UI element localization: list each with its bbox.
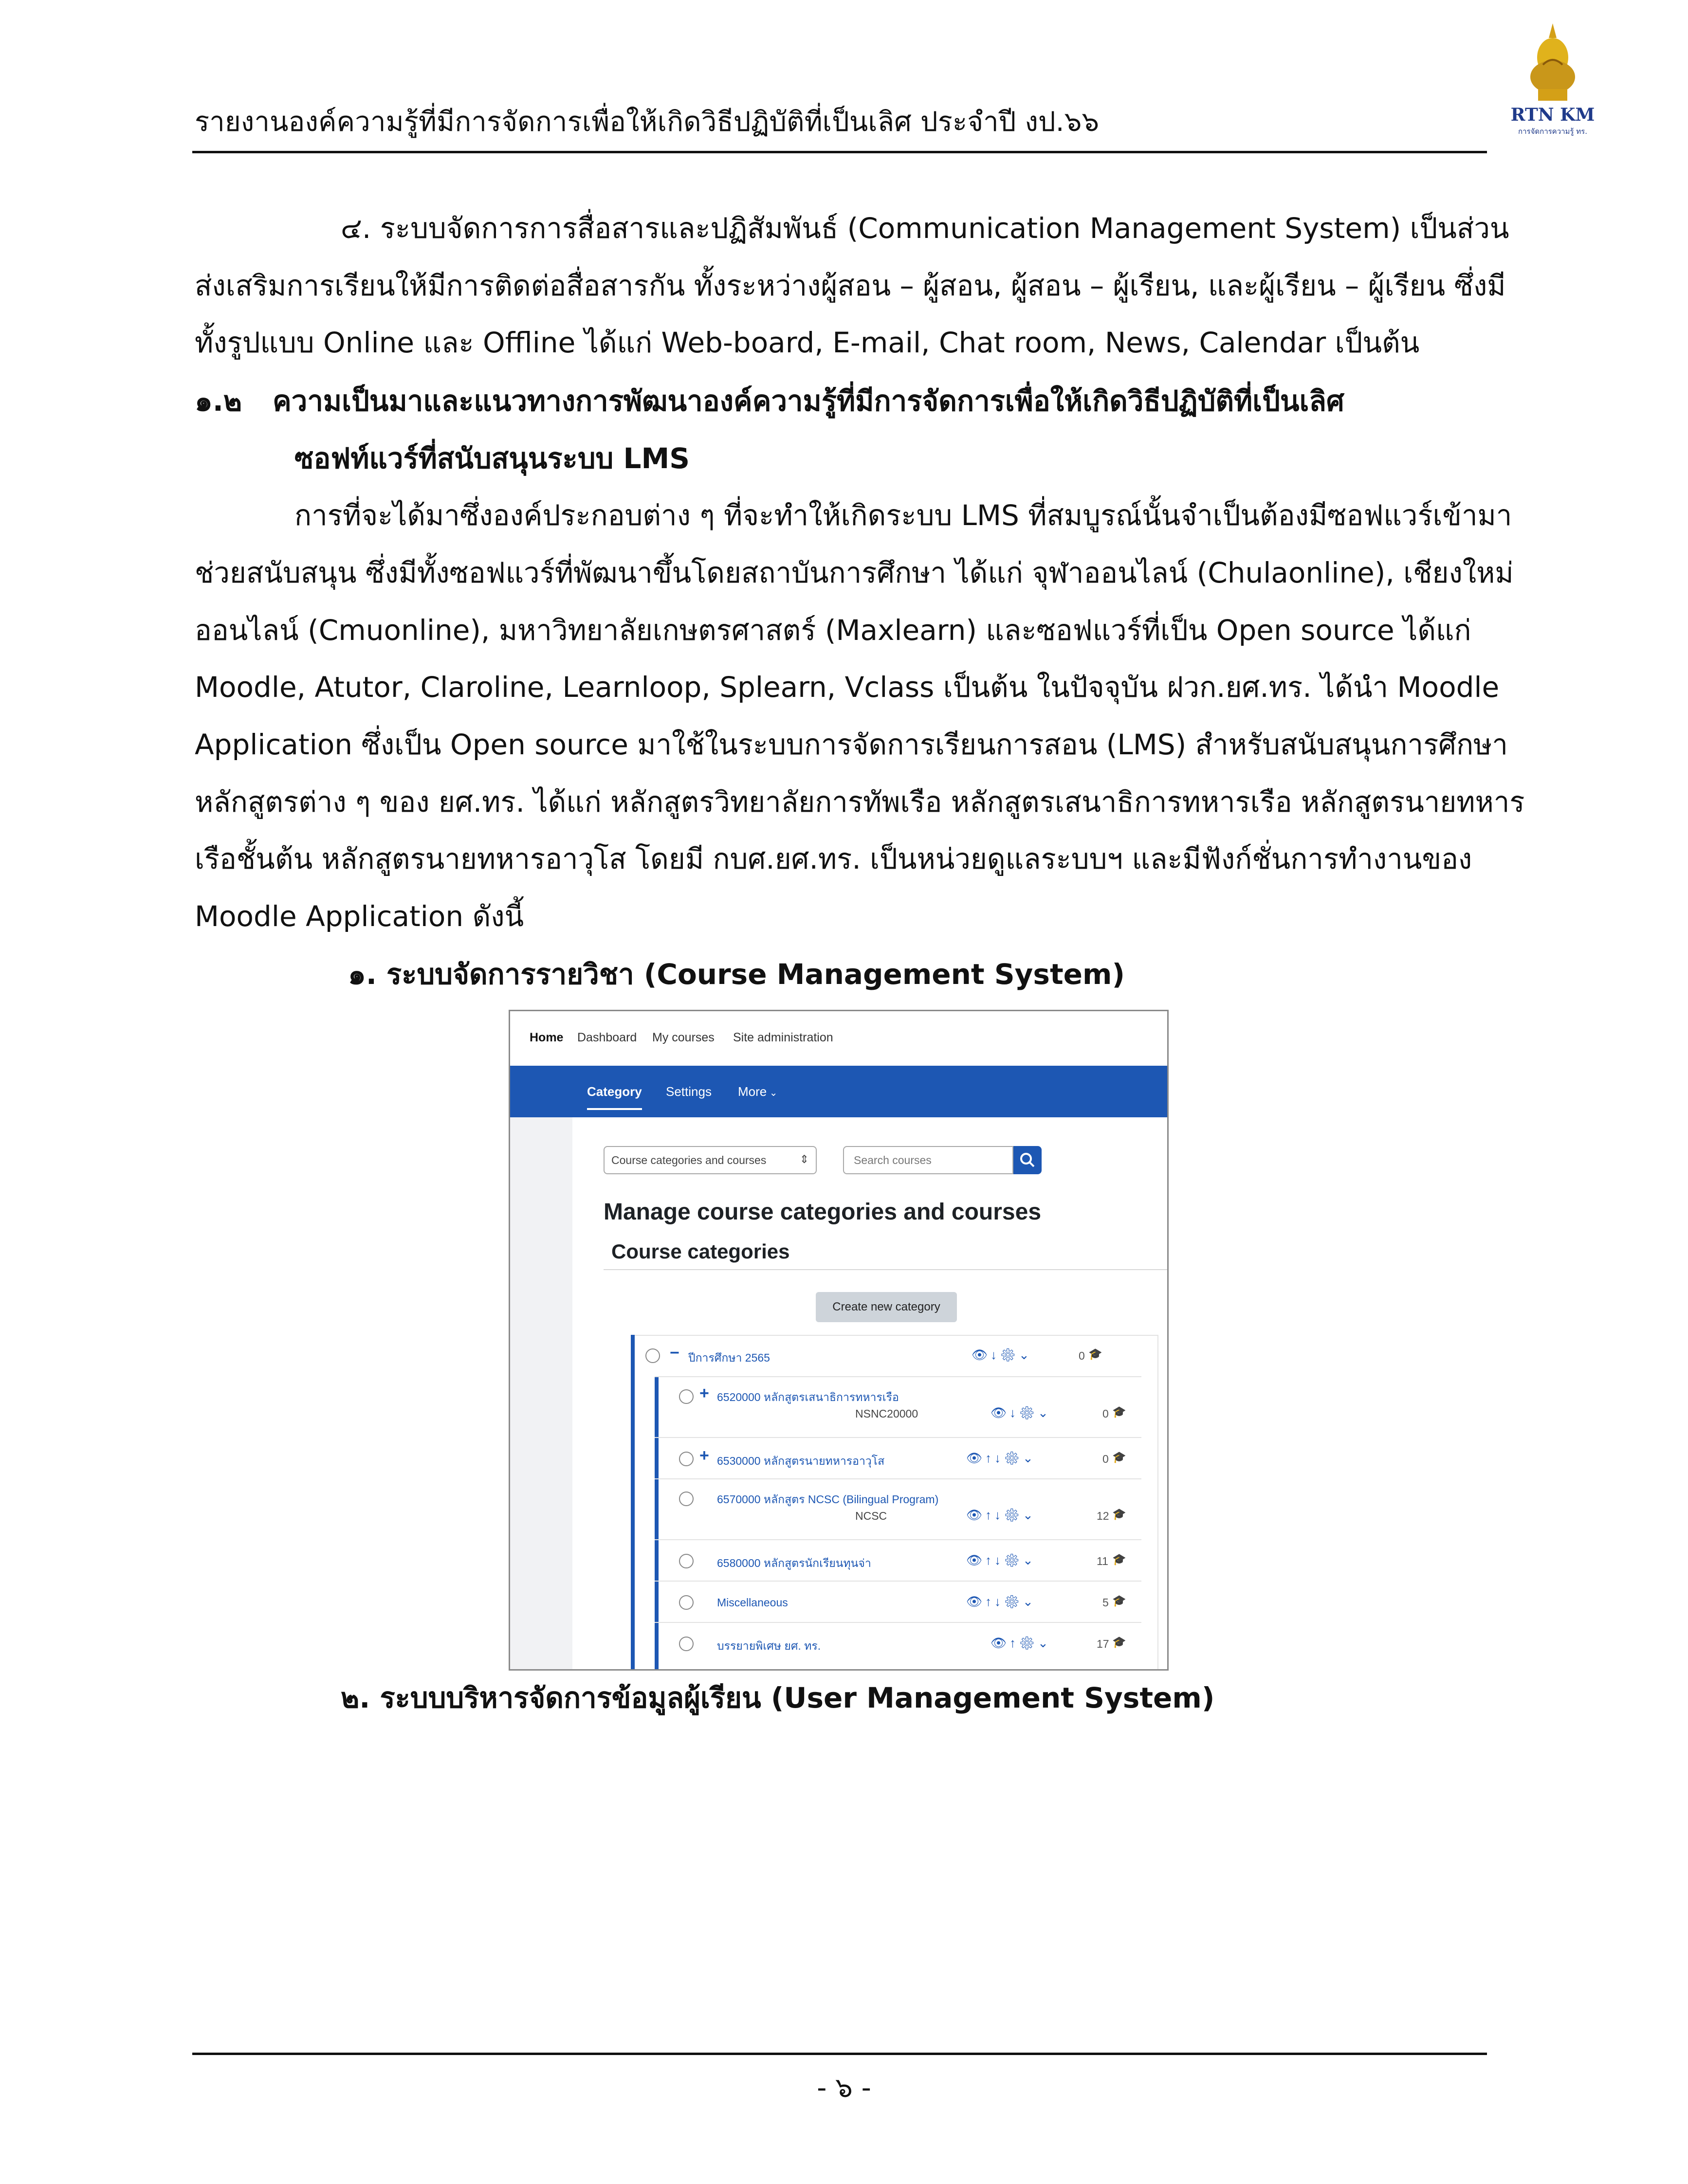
para2-line6: หลักสูตรต่าง ๆ ของ ยศ.ทร. ได้แก่ หลักสูตรวิทยาลัยการทัพเรือ หลักสูตรเสนาธิการทหารเรือ หลักสูตรนายทหาร [195, 785, 1525, 819]
header-rule [192, 151, 1487, 153]
row-actions-icons[interactable]: 👁↑↓⚙⌄ [966, 1451, 1036, 1465]
page-number: - ๖ - [817, 2072, 871, 2104]
nav-site-administration[interactable]: Site administration [733, 1031, 833, 1044]
chevron-down-icon: ⌄ [767, 1088, 778, 1098]
category-row [655, 1581, 1141, 1623]
nav-home[interactable]: Home [530, 1031, 564, 1044]
category-name[interactable]: Miscellaneous [717, 1596, 788, 1609]
row-checkbox[interactable] [679, 1492, 694, 1506]
expand-icon[interactable]: + [699, 1446, 709, 1465]
tab-more-label: More [738, 1084, 767, 1099]
category-name[interactable]: บรรยายพิเศษ ยศ. ทร. [717, 1639, 821, 1652]
tree-indicator [631, 1335, 635, 1671]
item2-heading: ๒. ระบบบริหารจัดการข้อมูลผู้เรียน (User Management System) [341, 1681, 1215, 1714]
graduation-cap-icon: 🎓 [1112, 1405, 1126, 1418]
category-name[interactable]: 6570000 หลักสูตร NCSC (Bilingual Program) [717, 1493, 939, 1506]
category-name[interactable]: 6520000 หลักสูตรเสนาธิการทหารเรือ [717, 1391, 899, 1403]
category-name[interactable]: 6530000 หลักสูตรนายทหารอาวุโส [717, 1455, 885, 1467]
sub-heading: ซอฟท์แวร์ที่สนับสนุนระบบ LMS [294, 442, 690, 475]
nav-dashboard[interactable]: Dashboard [577, 1031, 637, 1044]
course-count: 0 [1102, 1453, 1109, 1465]
page-title: Manage course categories and courses [604, 1199, 1042, 1225]
category-idnumber: NCSC [855, 1510, 887, 1522]
select-arrows-icon: ⇕ [799, 1153, 809, 1165]
footer-rule [192, 2053, 1487, 2055]
graduation-cap-icon: 🎓 [1112, 1508, 1126, 1520]
category-view-select[interactable] [604, 1146, 817, 1174]
para2-line8: Moodle Application ดังนี้ [195, 900, 524, 933]
header-title: รายงานองค์ความรู้ที่มีการจัดการเพื่อให้เกิดวิธีปฏิบัติที่เป็นเลิศ ประจำปี งป.๖๖ [195, 106, 1100, 138]
course-count: 0 [1079, 1349, 1085, 1362]
row-actions-icons[interactable]: 👁↑↓⚙⌄ [966, 1594, 1036, 1609]
para2-line4: Moodle, Atutor, Claroline, Learnloop, Splearn, Vclass เป็นต้น ในปัจจุบัน ฝวก.ยศ.ทร. ได้นำ Moodle [195, 671, 1500, 704]
section-heading: ความเป็นมาและแนวทางการพัฒนาองค์ความรู้ที่มีการจัดการเพื่อให้เกิดวิธีปฏิบัติที่เป็นเลิศ [273, 384, 1344, 418]
section-divider [604, 1269, 1168, 1270]
row-checkbox[interactable] [679, 1595, 694, 1610]
search-button[interactable] [1013, 1146, 1042, 1174]
tab-category[interactable]: Category [587, 1084, 642, 1110]
graduation-cap-icon: 🎓 [1112, 1553, 1126, 1565]
tab-settings[interactable]: Settings [666, 1084, 712, 1099]
row-checkbox[interactable] [679, 1389, 694, 1404]
create-category-button[interactable]: Create new category [816, 1292, 957, 1322]
category-idnumber: NSNC20000 [855, 1407, 918, 1420]
select-value: Course categories and courses [611, 1154, 767, 1166]
para2-line2: ช่วยสนับสนุน ซึ่งมีทั้งซอฟแวร์ที่พัฒนาขึ้นโดยสถาบันการศึกษา ได้แก่ จุฬาออนไลน์ (Chulaonline), เชียงใหม่ [195, 556, 1514, 589]
category-row [655, 1437, 1141, 1479]
moodle-screenshot [509, 1010, 1169, 1671]
tab-more[interactable] [738, 1084, 778, 1099]
logo-text: RTN KM [1510, 105, 1595, 125]
course-count: 5 [1102, 1596, 1109, 1609]
para2-line7: เรือชั้นต้น หลักสูตรนายทหารอาวุโส โดยมี กบศ.ยศ.ทร. เป็นหน่วยดูแลระบบฯ และมีฟังก์ชั่นการทำงานของ [195, 842, 1472, 875]
row-actions-icons[interactable]: 👁↑⚙⌄ [991, 1636, 1051, 1650]
category-name[interactable]: ปีการศึกษา 2565 [688, 1351, 770, 1364]
row-checkbox[interactable] [645, 1348, 660, 1363]
course-count: 11 [1097, 1555, 1108, 1567]
para1-line3: ทั้งรูปแบบ Online และ Offline ได้แก่ Web-board, E-mail, Chat room, News, Calendar เป็นต้น [195, 326, 1420, 359]
category-row [655, 1478, 1141, 1540]
graduation-cap-icon: 🎓 [1112, 1594, 1126, 1607]
row-actions-icons[interactable]: 👁↓⚙⌄ [991, 1405, 1051, 1420]
moodle-top-nav [510, 1011, 1167, 1066]
para1-line2: ส่งเสริมการเรียนให้มีการติดต่อสื่อสารกัน ทั้งระหว่างผู้สอน – ผู้สอน, ผู้สอน – ผู้เรียน, และผู้เรียน – ผู้เรียน ซึ่งมี [195, 269, 1506, 302]
section-title: Course categories [611, 1240, 790, 1263]
course-count: 17 [1097, 1638, 1109, 1650]
left-panel [510, 1117, 572, 1671]
row-actions-icons[interactable]: 👁↓⚙⌄ [972, 1347, 1032, 1362]
expand-icon[interactable]: + [699, 1384, 709, 1402]
para2-line1: การที่จะได้มาซึ่งองค์ประกอบต่าง ๆ ที่จะทำให้เกิดระบบ LMS ที่สมบูรณ์นั้นจำเป็นต้องมีซอฟแวร์เข้ามา [294, 499, 1512, 532]
row-checkbox[interactable] [679, 1452, 694, 1466]
item1-heading: ๑. ระบบจัดการรายวิชา (Course Management System) [348, 958, 1125, 991]
graduation-cap-icon: 🎓 [1112, 1451, 1126, 1463]
category-root-row [631, 1335, 1156, 1376]
section-number: ๑.๒ [195, 384, 242, 418]
graduation-cap-icon: 🎓 [1088, 1347, 1102, 1360]
search-courses-input[interactable]: Search courses [843, 1146, 1013, 1174]
course-count: 12 [1097, 1510, 1109, 1522]
para2-line5: Application ซึ่งเป็น Open source มาใช้ในระบบการจัดการเรียนการสอน (LMS) สำหรับสนับสนุนการศึกษา [195, 728, 1508, 761]
category-row [655, 1622, 1141, 1669]
logo-subtext: การจัดการความรู้ ทร. [1518, 127, 1587, 136]
nav-my-courses[interactable]: My courses [652, 1031, 715, 1044]
category-row [655, 1376, 1141, 1438]
collapse-icon[interactable]: − [670, 1344, 679, 1362]
row-actions-icons[interactable]: 👁↑↓⚙⌄ [966, 1508, 1036, 1522]
para1-line1: ๔. ระบบจัดการการสื่อสารและปฏิสัมพันธ์ (Communication Management System) เป็นส่วน [341, 212, 1509, 245]
row-actions-icons[interactable]: 👁↑↓⚙⌄ [966, 1553, 1036, 1567]
row-checkbox[interactable] [679, 1637, 694, 1651]
search-icon [1013, 1146, 1042, 1174]
graduation-cap-icon: 🎓 [1112, 1636, 1126, 1648]
course-count: 0 [1102, 1407, 1109, 1420]
category-row [655, 1539, 1141, 1582]
category-name[interactable]: 6580000 หลักสูตรนักเรียนทุนจ่า [717, 1557, 871, 1569]
row-checkbox[interactable] [679, 1554, 694, 1568]
para2-line3: ออนไลน์ (Cmuonline), มหาวิทยาลัยเกษตรศาสตร์ (Maxlearn) และซอฟแวร์ที่เป็น Open source ได้แก่ [195, 614, 1471, 647]
moodle-secondary-nav [510, 1066, 1167, 1117]
